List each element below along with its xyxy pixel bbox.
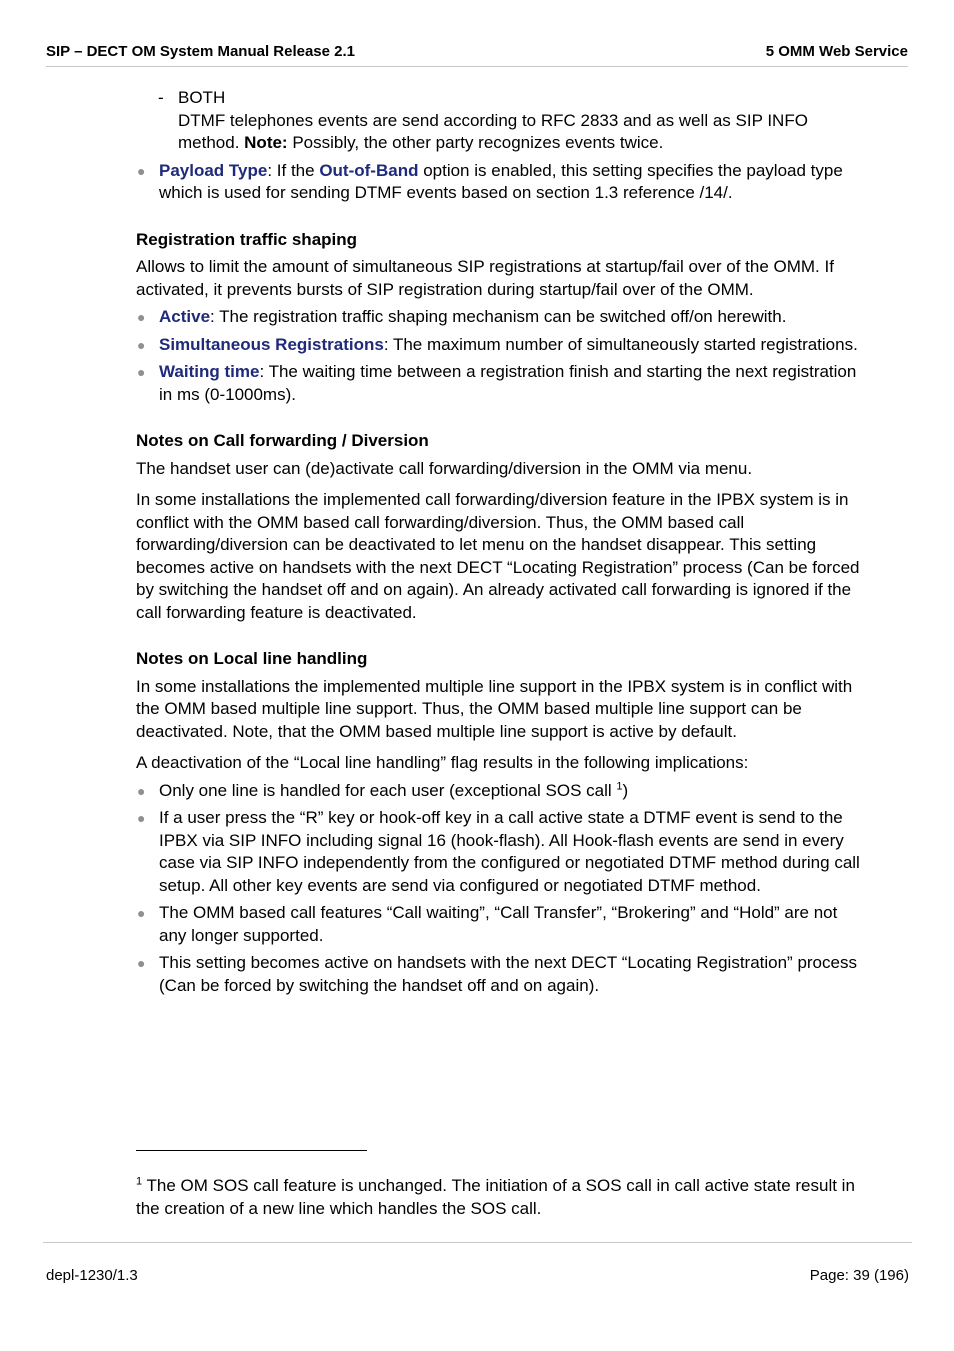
list-item-simultaneous-registrations: ● Simultaneous Registrations: The maximum number of simultaneously started registrations.	[136, 334, 866, 357]
bullet-icon: ●	[137, 905, 146, 921]
footer-doc-id: depl-1230/1.3	[46, 1267, 138, 1284]
footnote-reference[interactable]: 1	[616, 779, 623, 792]
footnote-mark: 1	[136, 1175, 143, 1188]
bullet-icon: ●	[137, 336, 146, 353]
paragraph-registration-intro: Allows to limit the amount of simultaneous SIP registrations at startup/fail over of the OMM. If activated, it prevents bursts of SIP registration during startup/fail over of the OMM.	[136, 257, 834, 299]
header-section-title: 5 OMM Web Service	[765, 43, 908, 60]
term-waiting-time: Waiting time	[159, 362, 260, 381]
bullet-icon: ●	[137, 955, 146, 971]
list-item-one-line: ● Only one line is handled for each user (exceptional SOS call $^1$)	[136, 780, 866, 803]
dash-item-both	[136, 87, 866, 155]
paragraph-llh-1: In some installations the implemented multiple line support in the IPBX system is in conflict with the OMM based multiple line support. Thus, the OMM based multiple line support can be deactivated. Note, that the OMM based multiple line support is active by default.	[136, 676, 853, 741]
footnote-separator	[136, 1150, 367, 1151]
dash-item-title: BOTH	[178, 88, 226, 107]
paragraph-llh-2: A deactivation of the “Local line handling” flag results in the following implications:	[136, 753, 749, 772]
bullet-icon: ●	[137, 364, 146, 380]
heading-registration-traffic: Registration traffic shaping	[136, 229, 358, 249]
term-out-of-band: Out-of-Band	[319, 160, 419, 180]
bullet-icon: ●	[137, 782, 146, 799]
dash-mark: -	[158, 88, 164, 107]
heading-local-line-handling: Notes on Local line handling	[136, 649, 368, 668]
dash-item-text: DTMF telephones events are send according to RFC 2833 and as well as SIP INFO method. Note: Possibly, the other party recognizes events twice.	[178, 110, 808, 152]
bullet-icon: ●	[137, 309, 146, 325]
list-item-payload-type: ● Payload Type: If the Out-of-Band option is enabled, this setting specifies the payload type which is used for sending DTMF events based on section 1.3 reference /14/.	[137, 160, 843, 202]
footnote	[136, 1175, 856, 1220]
term-payload-type: Payload Type	[159, 160, 268, 180]
footer-page-number: Page: 39 (196)	[809, 1267, 909, 1284]
list-item-active: ● Active: The registration traffic shaping mechanism can be switched off/on herewith.	[136, 306, 866, 329]
page-content	[136, 87, 866, 997]
list-item-r-key: ● If a user press the “R” key or hook-off key in a call active state a DTMF event is send to the IPBX via SIP INFO including signal 16 (hook-flash). All Hook-flash events are send in every case via SIP INFO independently from the configured or negotiated DTMF method during call setup. All other key events are send via configured or negotiated DTMF method.	[137, 808, 860, 895]
page-footer	[43, 1242, 912, 1284]
implications-list	[136, 780, 866, 998]
heading-call-forwarding: Notes on Call forwarding / Diversion	[136, 431, 429, 450]
registration-list	[136, 306, 866, 406]
list-item-waiting-time: ● Waiting time: The waiting time between a registration finish and starting the next registration in ms (0-1000ms).	[137, 362, 857, 404]
list-item-setting-active: ● This setting becomes active on handsets with the next DECT “Locating Registration” process (Can be forced by switching the handset off and on again).	[137, 953, 857, 995]
list-item-call-features: ● The OMM based call features “Call waiting”, “Call Transfer”, “Brokering” and “Hold” are not any longer supported.	[137, 903, 838, 945]
bullet-icon: ●	[137, 810, 146, 826]
bullet-icon: ●	[137, 162, 146, 179]
paragraph-cf-2: In some installations the implemented call forwarding/diversion feature in the IPBX system is in conflict with the OMM based call forwarding/diversion. Thus, the OMM based call forwarding/diversion can be deactivated to let menu on the handset disappear. This setting becomes active on handsets with the next DECT “Locating Registration” process (Can be forced by switching the handset off and on again). An already activated call forwarding is ignored if the call forwarding feature is deactivated.	[136, 490, 860, 622]
payload-list	[136, 160, 866, 205]
term-active: Active	[159, 307, 211, 326]
header-doc-title: SIP – DECT OM System Manual Release 2.1	[46, 43, 356, 60]
term-simultaneous-registrations: Simultaneous Registrations	[159, 334, 384, 354]
footnote-text: The OM SOS call feature is unchanged. The initiation of a SOS call in call active state result in the creation of a new line which handles the SOS call.	[136, 1176, 855, 1218]
note-label: Note:	[244, 133, 288, 152]
page-header	[46, 40, 908, 67]
paragraph-cf-1: The handset user can (de)activate call forwarding/diversion in the OMM via menu.	[136, 458, 753, 478]
